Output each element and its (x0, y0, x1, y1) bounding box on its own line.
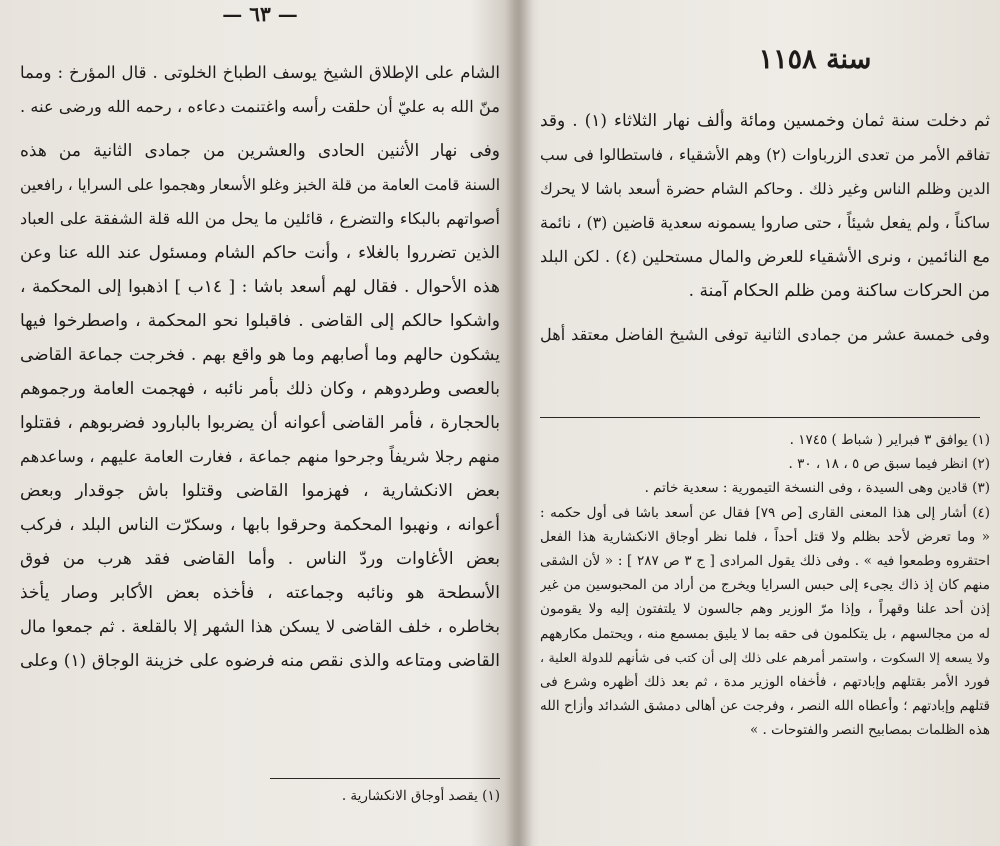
footnote: (١) يوافق ٣ فبراير ( شباط ) ١٧٤٥ . (789, 432, 990, 448)
footnote: (٤) أشار إلى هذا المعنى القارى [ص ٧٩] فقال عن أسعد باشا فى أول حكمه : (540, 504, 990, 521)
footnote-continuation: له من مجالسهم ، بل يتكلمون فى حقه بما لا يليق بمسمع منه ، ويحتمل مكارههم (540, 625, 990, 642)
left-page-footnotes (20, 784, 500, 808)
footnote-continuation: قتلهم وإبادتهم ؛ وأعطاه الله النصر ، وفرجت عن أهالى دمشق الشدائد وأزاح الله (540, 698, 990, 715)
text-line: هذه الأحوال . فقال لهم أسعد باشا : [ ١٤ب ] اذهبوا إلى المحكمة ، (20, 277, 500, 297)
footnote-continuation: ولا يسعه إلا السكوت ، واستمر أمرهم على ذلك إلى أن كتب فى شأنهم للدولة العلية ، (540, 649, 990, 665)
text-line: الذين تضرروا بالغلاء ، وأنت حاكم الشام ومسئول عند الله عنا وعن (20, 243, 500, 263)
footnote-continuation: منهم كان إذ ذاك يجىء إلى حبس السرايا ويخرج من أراد من المحبوسين من غير (540, 577, 990, 594)
year-heading: سنة ١١٥٨ (758, 44, 872, 75)
footnote-continuation: فورد الأمر بقتلهم وإبادتهم ، فأخفاه الوزير مدة ، ثم بعد ذلك أظهره وشرع فى (540, 673, 990, 690)
text-line: أعوانه ، ونهبوا المحكمة وحرقوا بابها ، وسكرّت الناس البلد ، فركب (20, 515, 500, 535)
footnote-continuation: هذه الظلمات بمصابيح النصر والفتوحات . » (749, 722, 990, 739)
text-line: القاضى ومتاعه والذى نقص منه فرضوه على خزينة الوجاق (١) وعلى (20, 651, 500, 671)
right-page (540, 0, 990, 846)
text-line: منهم رجلا شريفاً وجرحوا منهم جماعة ، فغارت العامة عليهم ، وساعدهم (20, 447, 500, 466)
text-line: بخاطره ، خلف القاضى لا يسكن هذا الشهر إلا بالقلعة . ثم جمعوا مال (20, 617, 500, 636)
left-page-body (20, 56, 500, 678)
text-line: الشام على الإطلاق الشيخ يوسف الطباخ الخلوتى . قال المؤرخ : ومما (20, 63, 500, 82)
text-line: بالعصى وطردوهم ، وكان ذلك بأمر نائبه ، فهجمت العامة ورجموهم (20, 379, 500, 399)
text-line: الدين وظلم الناس وغير ذلك . وحاكم الشام حضرة أسعد باشا لا يحرك (540, 180, 990, 198)
text-line: مع النائمين ، ونرى الأشقياء للعرض والمال مستحلين (٤) . لكن البلد (540, 247, 990, 266)
text-line: بالحجارة ، فأمر القاضى أعوانه أن يضربوا بالبارود فضربوهم ، فقتلوا (20, 413, 500, 433)
text-line: السنة قامت العامة من قلة الخبز وغلو الأسعار وهجموا على السرايا ، رافعين (20, 176, 500, 194)
text-line: منّ الله به عليّ أن حلقت رأسه واغتنمت دعاءه ، رحمه الله ورضى عنه . (20, 97, 500, 116)
footnote-divider (540, 417, 980, 418)
right-page-body (540, 104, 990, 352)
right-page-footnotes (540, 428, 990, 742)
text-line: يشكون حالهم وما أصابهم وما هو واقع بهم . فخرجت جماعة القاضى (20, 345, 500, 365)
text-line: ساكناً ، ولم يفعل شيئاً ، حتى صاروا يسمونه سعدية قاضين (٣) ، نائمة (540, 213, 990, 232)
footnote-divider (270, 778, 500, 779)
page-number: — ٦٣ — (222, 2, 298, 26)
text-line: أصواتهم بالبكاء والتضرع ، قائلين ما يحل من الله قلة الشفقة على العباد (20, 209, 500, 228)
footnote: (٣) قادين وهى السيدة ، وفى النسخة التيمورية : سعدية خاتم . (644, 480, 990, 497)
text-line: وفى خمسة عشر من جمادى الثانية توفى الشيخ الفاضل معتقد أهل (540, 325, 990, 344)
left-page (20, 0, 500, 846)
text-line: تفاقم الأمر من تعدى الزرباوات (٢) وهم الأشقياء ، فاستطالوا فى سب (540, 146, 990, 164)
text-line: واشكوا حالكم إلى القاضى . فاقبلوا نحو المحكمة ، واصطرخوا فيها (20, 311, 500, 331)
footnote: (١) يقصد أوجاق الانكشارية . (341, 788, 500, 804)
text-line: بعض الانكشارية ، فهزموا القاضى وقتلوا باش جوقدار وبعض (20, 481, 500, 501)
text-line: ثم دخلت سنة ثمان وخمسين ومائة وألف نهار الثلاثاء (١) . وقد (540, 111, 990, 131)
footnote-continuation: احتقروه وطمعوا فيه » . وفى ذلك يقول المرادى [ ج ٣ ص ٢٨٧ ] : « لأن الشقى (540, 552, 990, 569)
footnote: (٢) انظر فيما سبق ص ٥ ، ١٨ ، ٣٠ . (788, 456, 990, 473)
book-gutter (505, 0, 533, 846)
text-line: من الحركات ساكنة ومن ظلم الحكام آمنة . (688, 281, 990, 301)
text-line: بعض الأغاوات وردّ الناس . وأما القاضى فقد هرب من فوق (20, 549, 500, 569)
footnote-continuation: إذن أحد علنا وقهراً ، وإذا مرّ الوزير وهم جالسون لا يلتفتون إليه ولا يقومون (540, 601, 990, 618)
text-line: وفى نهار الأثنين الحادى والعشرين من جمادى الثانية من هذه (20, 141, 500, 161)
text-line: الأسطحة هو ونائبه وجماعته ، فأخذه بعض الأكابر وصار يأخذ (20, 583, 500, 603)
footnote-continuation: « وما تعرض لأحد بظلم ولا قتل أحداً ، فلما نظر أوجاق الانكشارية هذا الفعل (540, 528, 990, 545)
